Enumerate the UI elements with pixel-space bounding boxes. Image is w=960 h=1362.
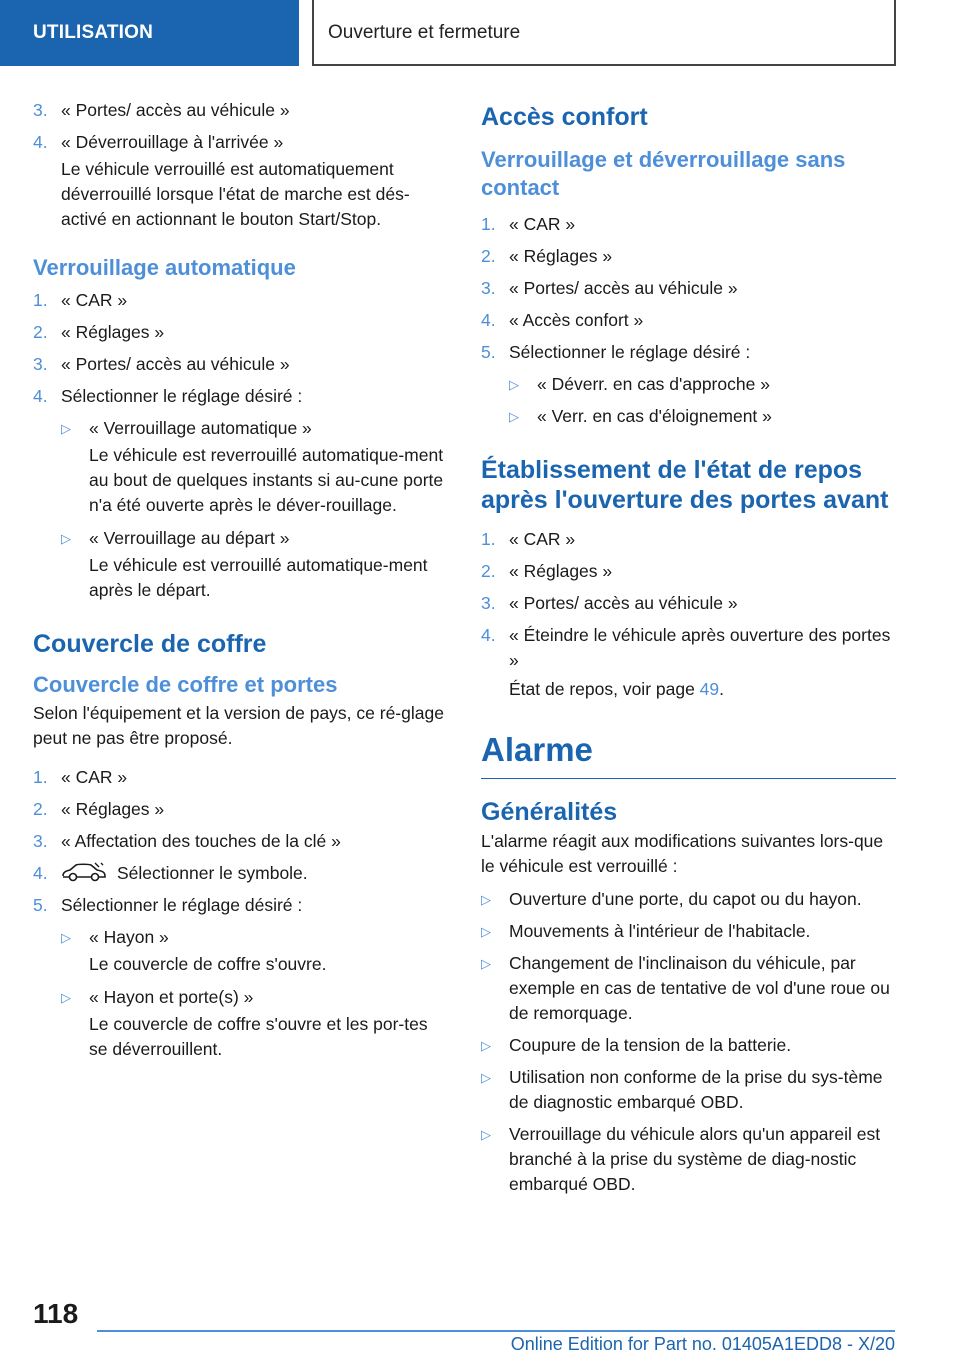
step-number: 1. — [481, 529, 496, 549]
step-number: 3. — [481, 593, 496, 613]
step-number: 3. — [33, 831, 48, 851]
list-text: Ouverture d'une porte, du capot ou du hayon. — [509, 889, 862, 909]
triangle-right-icon: ▷ — [481, 892, 491, 907]
step-text: « Déverrouillage à l'arrivée » — [61, 132, 284, 152]
left-column — [33, 98, 448, 1070]
note-suffix: . — [719, 679, 725, 699]
list-item — [33, 384, 448, 409]
section-heading: Couvercle de coffre — [33, 630, 267, 658]
chapter-title: Ouverture et fermeture — [328, 22, 521, 43]
car-icon — [61, 861, 107, 883]
intro-text: L'alarme réagit aux modifications suivantes lors-que le véhicule est verrouillé : — [481, 831, 884, 876]
option-description: Le couvercle de coffre s'ouvre. — [89, 954, 327, 974]
step-number: 2. — [33, 322, 48, 342]
option-text: « Hayon » — [89, 927, 169, 947]
section-label: UTILISATION — [33, 22, 154, 43]
step-text: « CAR » — [509, 214, 576, 234]
section-heading: Alarme — [481, 730, 896, 779]
step-note: Le véhicule verrouillé est automatiquement déverrouillé lorsque l'état de marche est dés-activé en actionnant le bouton Start/Stop. — [61, 159, 410, 229]
list-text: Utilisation non conforme de la prise du sys-tème de diagnostic embarqué OBD. — [509, 1067, 883, 1112]
step-text: « CAR » — [61, 767, 128, 787]
list-item — [33, 352, 448, 377]
step-text: « CAR » — [61, 290, 128, 310]
list-item — [481, 1065, 896, 1115]
triangle-right-icon: ▷ — [481, 956, 491, 971]
triangle-right-icon: ▷ — [61, 930, 71, 945]
list-text: Verrouillage du véhicule alors qu'un appareil est branché à la prise du système de diag-nostic embarqué OBD. — [509, 1124, 881, 1194]
list-item — [481, 919, 896, 944]
step-text: « Accès confort » — [509, 310, 644, 330]
option-item — [33, 526, 448, 551]
list-item — [481, 308, 896, 333]
option-item — [481, 372, 896, 397]
intro-text: Selon l'équipement et la version de pays, ce ré-glage peut ne pas être proposé. — [33, 703, 444, 748]
step-text: « Portes/ accès au véhicule » — [61, 354, 290, 374]
triangle-right-icon: ▷ — [481, 924, 491, 939]
list-item — [481, 887, 896, 912]
triangle-right-icon: ▷ — [481, 1070, 491, 1085]
option-text: « Hayon et porte(s) » — [89, 987, 254, 1007]
step-text: « CAR » — [509, 529, 576, 549]
step-number: 1. — [481, 214, 496, 234]
triangle-right-icon: ▷ — [509, 409, 519, 424]
triangle-right-icon: ▷ — [61, 421, 71, 436]
step-number: 2. — [33, 799, 48, 819]
option-text: « Verr. en cas d'éloignement » — [537, 406, 772, 426]
list-item — [481, 527, 896, 552]
step-text: Sélectionner le réglage désiré : — [61, 386, 303, 406]
step-text: « Portes/ accès au véhicule » — [509, 278, 738, 298]
page-link[interactable]: 49 — [699, 679, 720, 699]
step-number: 3. — [481, 278, 496, 298]
section-heading: Verrouillage automatique — [33, 255, 296, 280]
right-column — [481, 102, 896, 1204]
subsection-heading: Généralités — [481, 798, 618, 826]
option-item — [481, 404, 896, 429]
step-number: 1. — [33, 767, 48, 787]
list-item — [481, 1033, 896, 1058]
subsection-heading: Verrouillage et déverrouillage sans contact — [481, 147, 846, 200]
step-note — [481, 677, 896, 702]
list-item — [481, 276, 896, 301]
step-text-label: Sélectionner le symbole. — [117, 863, 308, 883]
option-item — [33, 925, 448, 950]
list-item — [481, 244, 896, 269]
option-item — [33, 416, 448, 441]
list-item — [481, 951, 896, 1026]
list-item — [33, 861, 448, 886]
list-item — [33, 797, 448, 822]
step-number: 4. — [33, 863, 48, 883]
list-item — [481, 559, 896, 584]
section-tab — [0, 0, 299, 66]
step-number: 5. — [481, 342, 496, 362]
step-text: « Réglages » — [61, 799, 165, 819]
step-number: 4. — [481, 625, 496, 645]
step-text: Sélectionner le réglage désiré : — [61, 895, 303, 915]
list-item — [33, 829, 448, 854]
list-text: Mouvements à l'intérieur de l'habitacle. — [509, 921, 811, 941]
step-text: « Portes/ accès au véhicule » — [509, 593, 738, 613]
list-item — [33, 98, 448, 123]
step-number: 4. — [481, 310, 496, 330]
list-item — [481, 1122, 896, 1197]
edition-text: Online Edition for Part no. 01405A1EDD8 - X/20 — [510, 1334, 895, 1354]
list-item — [33, 765, 448, 790]
section-heading: Établissement de l'état de repos après l'ouverture des portes avant — [481, 456, 889, 514]
step-text: « Réglages » — [509, 561, 613, 581]
list-item — [481, 340, 896, 365]
footer-divider — [97, 1330, 895, 1332]
step-number: 4. — [33, 386, 48, 406]
step-text — [61, 861, 448, 886]
option-text: « Déverr. en cas d'approche » — [537, 374, 770, 394]
step-text: « Portes/ accès au véhicule » — [61, 100, 290, 120]
section-heading: Accès confort — [481, 103, 648, 131]
step-number: 1. — [33, 290, 48, 310]
list-text: Changement de l'inclinaison du véhicule, par exemple en cas de tentative de vol d'une roue ou de remorquage. — [509, 953, 890, 1023]
step-number: 4. — [33, 132, 48, 152]
list-item — [33, 288, 448, 313]
step-number: 2. — [481, 246, 496, 266]
triangle-right-icon: ▷ — [509, 377, 519, 392]
step-text: « Réglages » — [61, 322, 165, 342]
note-text: État de repos, voir page — [509, 679, 700, 699]
step-text: « Affectation des touches de la clé » — [61, 831, 341, 851]
list-item — [33, 893, 448, 918]
triangle-right-icon: ▷ — [61, 990, 71, 1005]
option-text: « Verrouillage automatique » — [89, 418, 312, 438]
list-text: Coupure de la tension de la batterie. — [509, 1035, 792, 1055]
step-number: 2. — [481, 561, 496, 581]
step-text: « Éteindre le véhicule après ouverture des portes » — [509, 625, 891, 670]
step-number: 3. — [33, 354, 48, 374]
step-text: Sélectionner le réglage désiré : — [509, 342, 751, 362]
option-text: « Verrouillage au départ » — [89, 528, 290, 548]
step-number: 5. — [33, 895, 48, 915]
list-item — [481, 623, 896, 673]
list-item — [481, 212, 896, 237]
option-description: Le véhicule est reverrouillé automatique-ment au bout de quelques instants si au-cune porte n'a été ouverte après le déver-rouillage. — [89, 445, 444, 515]
triangle-right-icon: ▷ — [61, 531, 71, 546]
step-text: « Réglages » — [509, 246, 613, 266]
option-description: Le couvercle de coffre s'ouvre et les por-tes se déverrouillent. — [89, 1014, 428, 1059]
list-item — [33, 320, 448, 345]
triangle-right-icon: ▷ — [481, 1127, 491, 1142]
page-header — [312, 0, 896, 66]
list-item — [481, 591, 896, 616]
subsection-heading: Couvercle de coffre et portes — [33, 672, 338, 697]
triangle-right-icon: ▷ — [481, 1038, 491, 1053]
page-number: 118 — [33, 1298, 79, 1329]
step-number: 3. — [33, 100, 48, 120]
list-item — [33, 130, 448, 155]
option-item — [33, 985, 448, 1010]
option-description: Le véhicule est verrouillé automatique-ment après le départ. — [89, 555, 428, 600]
